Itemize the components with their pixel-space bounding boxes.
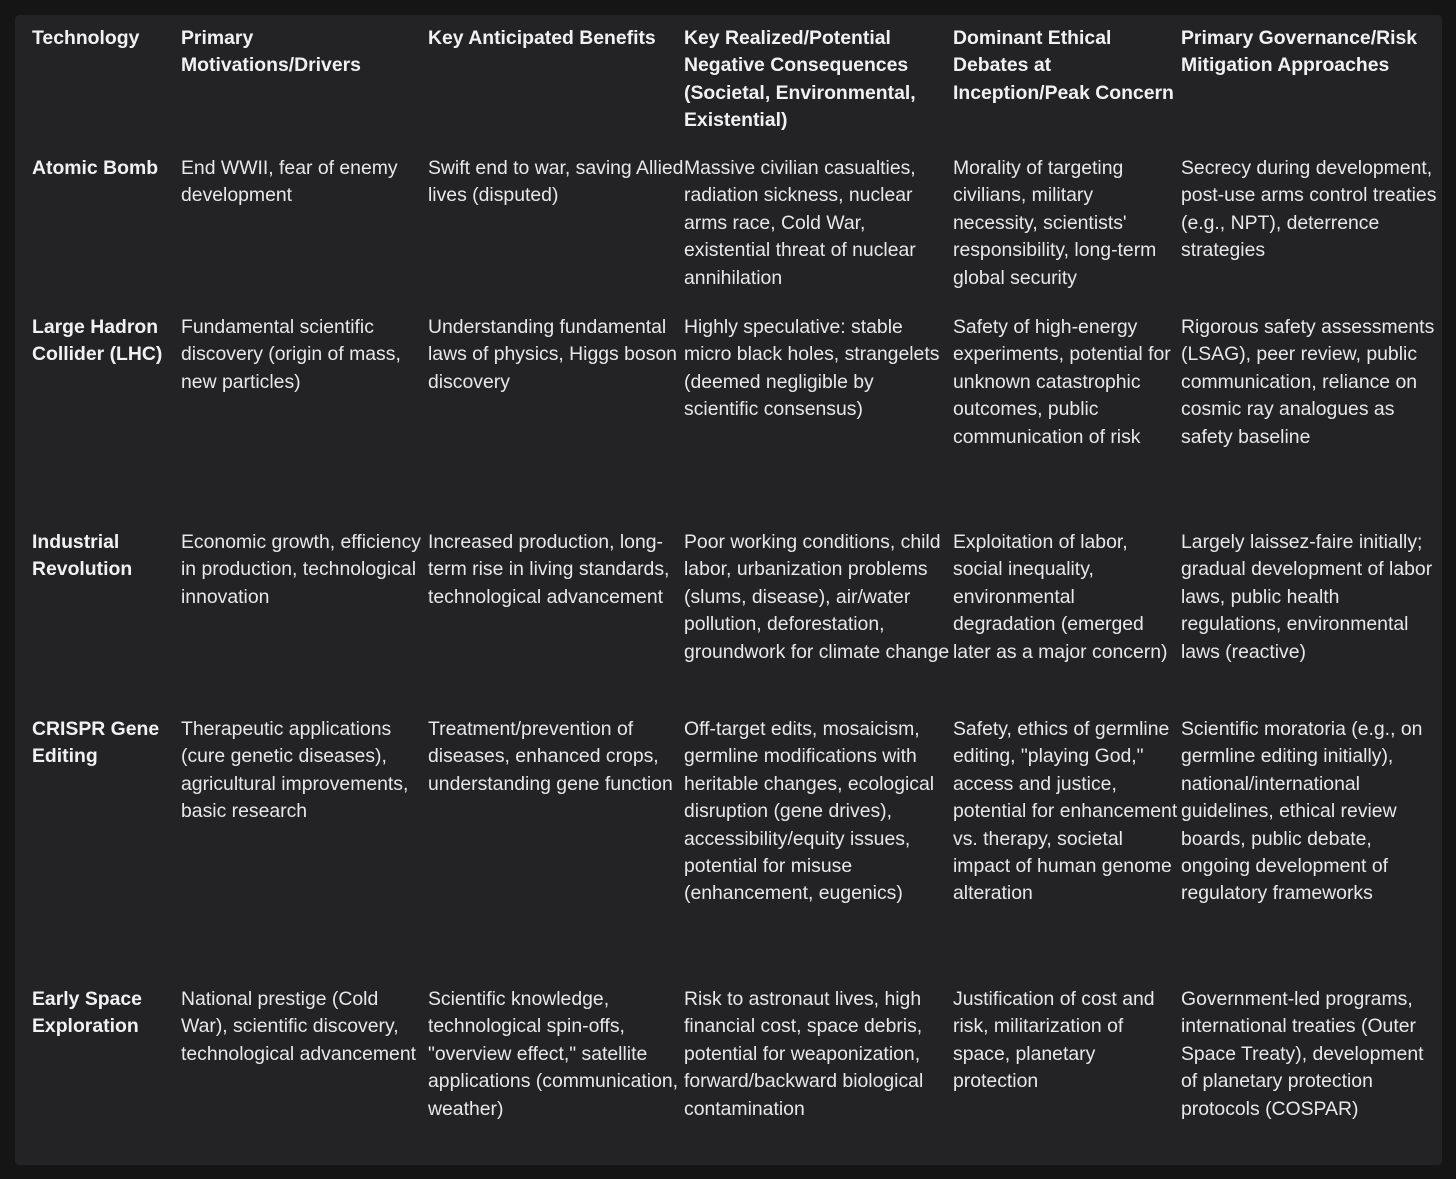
header-benefits: Key Anticipated Benefits [428, 27, 656, 49]
cell-ethical-debates: Safety of high-energy experiments, potential for unknown catastrophic outcomes, public communication of risk [953, 316, 1171, 448]
cell-benefits: Scientific knowledge, technological spin-offs, "overview effect," satellite applications (communication, weather) [428, 988, 679, 1120]
cell-benefits: Swift end to war, saving Allied lives (disputed) [428, 157, 684, 207]
cell-negative-consequences: Poor working conditions, child labor, urbanization problems (slums, disease), air/water pollution, deforestation, groundwork for climate change [684, 531, 950, 663]
table-row [15, 705, 1442, 975]
cell-negative-consequences: Highly speculative: stable micro black holes, strangelets (deemed negligible by scientific consensus) [684, 316, 940, 421]
cell-benefits: Treatment/prevention of diseases, enhanced crops, understanding gene function [428, 718, 673, 795]
header-technology: Technology [32, 27, 140, 49]
cell-motivations: End WWII, fear of enemy development [181, 157, 398, 207]
header-ethical-debates: Dominant Ethical Debates at Inception/Peak Concern [953, 27, 1174, 104]
header-motivations: Primary Motivations/Drivers [181, 27, 361, 77]
cell-governance: Scientific moratoria (e.g., on germline editing initially), national/international guidelines, ethical review boards, public debate, ongoing development of regulatory frameworks [1181, 718, 1423, 905]
header-governance: Primary Governance/Risk Mitigation Approaches [1181, 27, 1418, 77]
cell-motivations: Therapeutic applications (cure genetic diseases), agricultural improvements, basic research [181, 718, 409, 823]
cell-negative-consequences: Massive civilian casualties, radiation sickness, nuclear arms race, Cold War, existential threat of nuclear annihilation [684, 157, 916, 289]
cell-motivations: National prestige (Cold War), scientific discovery, technological advancement [181, 988, 416, 1065]
cell-negative-consequences: Off-target edits, mosaicism, germline modifications with heritable changes, ecological disruption (gene drives), accessibility/equity issues, potential for misuse (enhancement, eugenics) [684, 718, 935, 905]
cell-technology: CRISPR Gene Editing [32, 718, 160, 768]
table-row [15, 303, 1442, 518]
table-row [15, 518, 1442, 705]
cell-ethical-debates: Safety, ethics of germline editing, "playing God," access and justice, potential for enhancement vs. therapy, societal impact of human genome alteration [953, 718, 1178, 905]
cell-governance: Secrecy during development, post-use arms control treaties (e.g., NPT), deterrence strategies [1181, 157, 1437, 262]
cell-governance: Largely laissez-faire initially; gradual development of labor laws, public health regulations, environmental laws (reactive) [1181, 531, 1433, 663]
comparison-table [15, 15, 1442, 1155]
cell-governance: Rigorous safety assessments (LSAG), peer review, public communication, reliance on cosmic ray analogues as safety baseline [1181, 316, 1435, 448]
cell-negative-consequences: Risk to astronaut lives, high financial cost, space debris, potential for weaponization, forward/backward biological contamination [684, 988, 924, 1120]
cell-technology: Early Space Exploration [32, 988, 142, 1038]
cell-technology: Atomic Bomb [32, 157, 159, 179]
cell-ethical-debates: Exploitation of labor, social inequality, environmental degradation (emerged later as a major concern) [953, 531, 1168, 663]
table-container [15, 15, 1442, 1165]
table-row [15, 145, 1442, 303]
cell-technology: Large Hadron Collider (LHC) [32, 316, 163, 366]
header-negative-consequences: Key Realized/Potential Negative Consequences (Societal, Environmental, Existential) [684, 27, 916, 132]
cell-governance: Government-led programs, international treaties (Outer Space Treaty), development of planetary protection protocols (COSPAR) [1181, 988, 1424, 1120]
table-row [15, 975, 1442, 1155]
cell-benefits: Understanding fundamental laws of physics, Higgs boson discovery [428, 316, 677, 393]
header-row [15, 15, 1442, 145]
cell-benefits: Increased production, long-term rise in living standards, technological advancement [428, 531, 670, 608]
cell-motivations: Fundamental scientific discovery (origin of mass, new particles) [181, 316, 401, 393]
cell-ethical-debates: Justification of cost and risk, militarization of space, planetary protection [953, 988, 1155, 1093]
cell-ethical-debates: Morality of targeting civilians, military necessity, scientists' responsibility, long-term global security [953, 157, 1157, 289]
cell-motivations: Economic growth, efficiency in production, technological innovation [181, 531, 421, 608]
cell-technology: Industrial Revolution [32, 531, 133, 581]
